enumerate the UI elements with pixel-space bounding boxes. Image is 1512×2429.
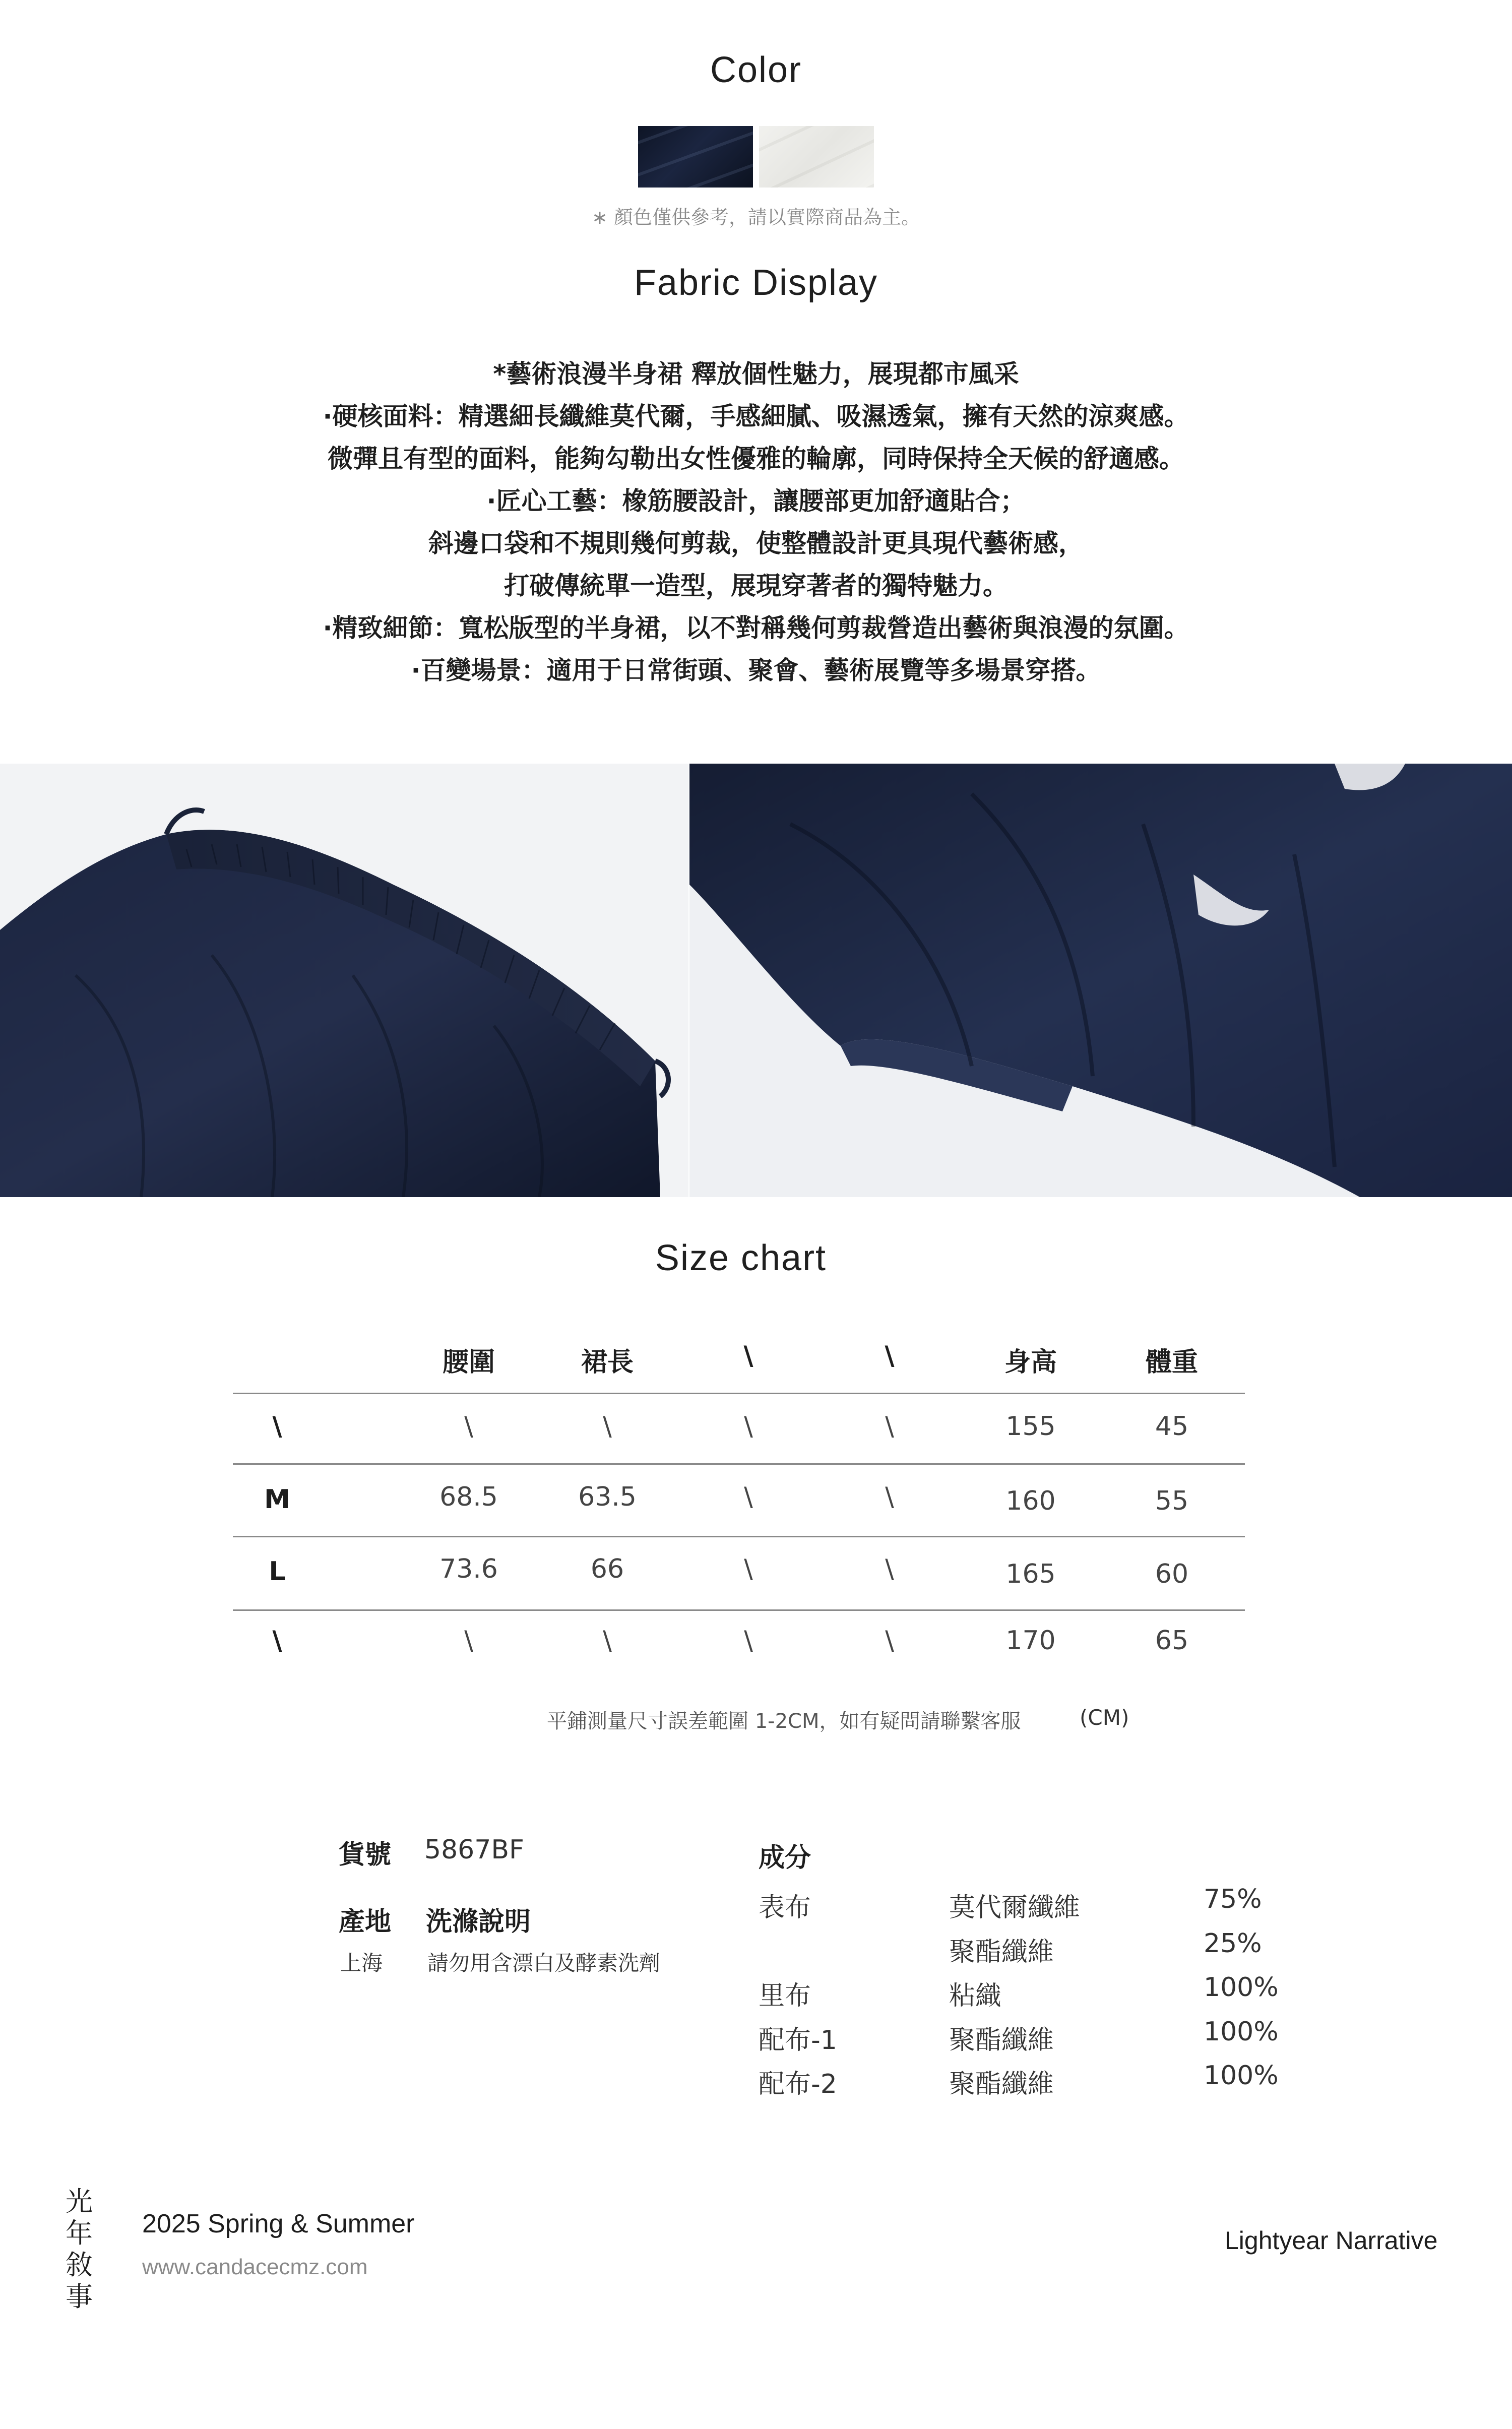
fabric-line: 斜邊口袋和不規則幾何剪裁，使整體設計更具現代藝術感，: [428, 529, 1084, 558]
composition-percent: 100%: [1204, 2017, 1279, 2047]
footer-url[interactable]: www.candacecmz.com: [142, 2255, 368, 2279]
size-chart-unit: (CM): [1080, 1705, 1129, 1730]
fabric-line: ·匠心工藝：橡筋腰設計，讓腰部更加舒適貼合；: [486, 486, 1026, 516]
composition-percent: 25%: [1204, 1928, 1262, 1959]
brand-char: 敘: [66, 2249, 93, 2281]
product-photo-waistband: [0, 764, 688, 1197]
table-header-waist: 腰圍: [442, 1347, 495, 1378]
product-photo-hem-detail: [689, 764, 1512, 1197]
footer-season: 2025 Spring & Summer: [142, 2209, 415, 2238]
table-divider: [233, 1393, 1245, 1394]
footer-tagline: Lightyear Narrative: [1225, 2226, 1438, 2255]
composition-percent: 75%: [1204, 1884, 1262, 1914]
sku-value: 5867BF: [424, 1835, 524, 1865]
color-swatch-navy[interactable]: [638, 126, 753, 188]
fabric-display-title: Fabric Display: [634, 263, 878, 303]
table-cell: \: [603, 1411, 612, 1442]
table-header-length: 裙長: [581, 1347, 634, 1378]
table-cell: \: [464, 1626, 473, 1656]
table-cell: \: [744, 1411, 753, 1442]
fabric-description: [0, 353, 1512, 692]
size-chart-note: 平鋪測量尺寸誤差範圍 1-2CM，如有疑問請聯繫客服: [547, 1710, 1021, 1733]
table-row-size: M: [264, 1484, 290, 1515]
sku-label: 貨號: [339, 1840, 392, 1870]
composition-part: 里布: [759, 1981, 811, 2011]
color-title: Color: [710, 50, 802, 90]
table-divider: [233, 1536, 1245, 1537]
table-cell: \: [885, 1554, 894, 1584]
table-cell: 68.5: [439, 1482, 498, 1512]
table-cell: 165: [1005, 1559, 1056, 1589]
table-header-height: 身高: [1004, 1347, 1057, 1378]
table-cell: 60: [1155, 1559, 1189, 1589]
table-cell: \: [885, 1482, 894, 1512]
fabric-line: *藝術浪漫半身裙 釋放個性魅力，展現都市風采: [493, 359, 1019, 389]
waistband-photo-illustration: [0, 764, 688, 1197]
table-cell: \: [885, 1411, 894, 1442]
brand-char: 年: [66, 2217, 93, 2249]
table-cell: 65: [1155, 1626, 1189, 1656]
table-header-weight: 體重: [1145, 1347, 1198, 1378]
color-note: ∗ 顏色僅供參考，請以實際商品為主。: [592, 206, 920, 228]
fabric-line: 微彈且有型的面料，能夠勾勒出女性優雅的輪廓，同時保持全天候的舒適感。: [328, 444, 1184, 473]
table-header-empty-1: \: [743, 1341, 753, 1371]
size-chart-title: Size chart: [655, 1238, 827, 1278]
table-cell: 45: [1155, 1411, 1189, 1442]
table-cell: \: [885, 1626, 894, 1656]
composition-percent: 100%: [1204, 2061, 1279, 2091]
composition-material: 聚酯纖維: [949, 2025, 1054, 2056]
wash-value: 請勿用含漂白及酵素洗劑: [427, 1951, 661, 1975]
table-cell: 155: [1005, 1411, 1056, 1442]
table-cell: 170: [1005, 1626, 1056, 1656]
table-row-size: \: [272, 1411, 282, 1442]
table-cell: \: [744, 1482, 753, 1512]
table-cell: \: [603, 1626, 612, 1656]
composition-material: 聚酯纖維: [949, 2069, 1054, 2099]
table-cell: 73.6: [439, 1554, 498, 1584]
fabric-line: ·百變場景：適用于日常街頭、聚會、藝術展覽等多場景穿搭。: [411, 656, 1101, 685]
composition-label: 成分: [759, 1843, 811, 1873]
table-cell: 66: [590, 1554, 624, 1584]
fabric-line: ·精致細節：寬松版型的半身裙，以不對稱幾何剪裁營造出藝術與浪漫的氛圍。: [323, 613, 1189, 643]
table-row-size: \: [272, 1626, 282, 1656]
composition-material: 粘織: [949, 1981, 1002, 2011]
table-row-size: L: [269, 1556, 286, 1587]
composition-part: 配布-1: [759, 2025, 837, 2056]
origin-label: 產地: [339, 1907, 392, 1937]
table-cell: 160: [1005, 1486, 1056, 1516]
wash-label: 洗滌說明: [426, 1907, 531, 1937]
fabric-line: 打破傳統單一造型，展現穿著者的獨特魅力。: [504, 571, 1008, 600]
composition-material: 聚酯纖維: [949, 1937, 1054, 1967]
table-header-empty-2: \: [885, 1341, 895, 1371]
brand-char: 光: [66, 2186, 93, 2217]
composition-part: 配布-2: [759, 2069, 837, 2099]
color-swatch-white[interactable]: [759, 126, 874, 188]
origin-value: 上海: [340, 1951, 383, 1975]
brand-char: 事: [66, 2281, 93, 2313]
table-cell: 55: [1155, 1486, 1189, 1516]
fabric-line: ·硬核面料：精選細長纖維莫代爾，手感細膩、吸濕透氣，擁有天然的涼爽感。: [323, 402, 1189, 431]
table-divider: [233, 1463, 1245, 1465]
table-cell: \: [744, 1626, 753, 1656]
table-cell: 63.5: [578, 1482, 637, 1512]
table-cell: \: [744, 1554, 753, 1584]
composition-percent: 100%: [1204, 1972, 1279, 2003]
composition-part: 表布: [759, 1893, 811, 1923]
table-cell: \: [464, 1411, 473, 1442]
hem-photo-illustration: [689, 764, 1512, 1197]
composition-material: 莫代爾纖維: [949, 1893, 1081, 1923]
table-divider: [233, 1609, 1245, 1611]
